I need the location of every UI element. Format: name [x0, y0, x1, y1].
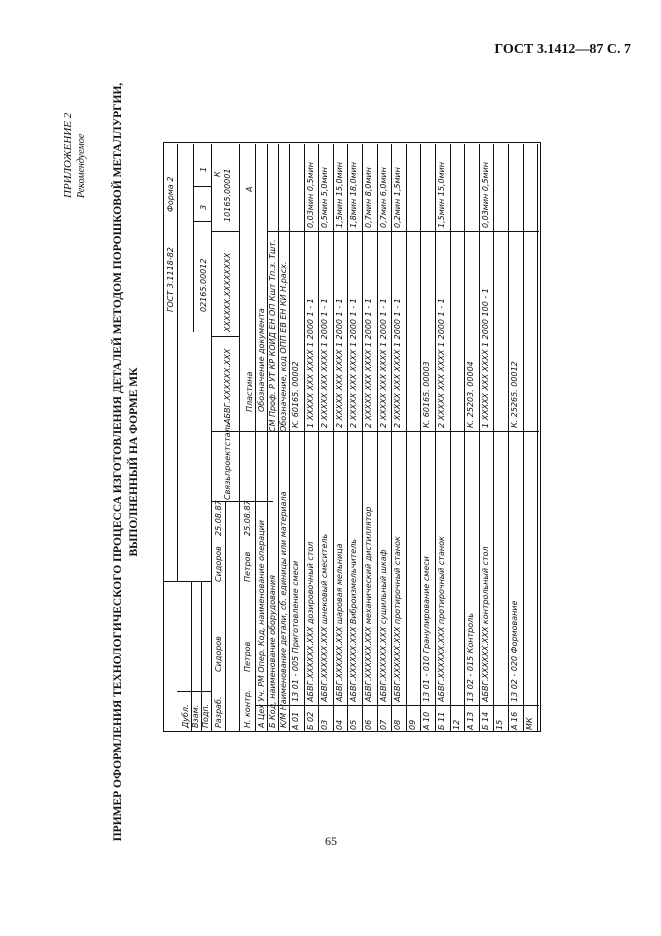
row-number: 15 [495, 719, 505, 730]
row-divider [450, 144, 451, 732]
row-document: К. 60165. 00003 [422, 361, 432, 428]
row-document: 2 XXXXX XXX XXXX 1 2000 1 - 1 [437, 298, 446, 428]
hdr-b: Б Код, наименование оборудования [268, 575, 277, 728]
row-divider [435, 144, 436, 732]
hdr-a: А Цех Уч. РМ Опер. Код, наименование операции [257, 520, 266, 728]
row-document: 2 XXXXX XXX XXXX 1 2000 1 - 1 [378, 298, 388, 428]
detail-name: Пластина [245, 371, 254, 412]
route-card-form [163, 142, 541, 732]
row-number: 05 [349, 719, 359, 730]
row-operation: АБВГ.XXXXXX.XXX контрольный стол [480, 546, 490, 702]
hdr-b-cols: СМ Проф. Р УТ КР КОИД ЕН ОП Кшт Тп.з. Тшт. [268, 239, 277, 432]
row-number: Б 11 [437, 711, 446, 730]
row-document: 2 XXXXX XXX XXXX 1 2000 1 - 1 [349, 298, 359, 428]
hdr-a-doc: Обозначение документа [257, 308, 266, 412]
nkontr-label: Н. контр. [243, 689, 252, 728]
row-document: К. 60165. 00002 [291, 361, 300, 428]
row-document: К. 25265. 00012 [510, 361, 519, 428]
row-number: 07 [378, 719, 388, 730]
row-number: 04 [334, 719, 344, 730]
row-divider [333, 144, 334, 732]
nkontr-name: Петров [243, 641, 252, 672]
row-divider [537, 144, 538, 732]
row-divider [479, 144, 480, 732]
row-number: 09 [407, 719, 417, 730]
row-times: 0,5мин 5,0мин [320, 167, 330, 228]
row-number: 06 [364, 719, 373, 730]
row-times: 0,7мин 6,0мин [378, 167, 388, 228]
title-line-2: ВЫПОЛНЕННЫЙ НА ФОРМЕ МК [128, 367, 140, 557]
row-operation: АБВГ.XXXXXX.XXX шаровая мельница [334, 543, 344, 702]
hdr-km: К/М Наименование детали, сб. единицы или материала [279, 491, 288, 728]
form-gost: ГОСТ 3.1118-82 [166, 247, 175, 312]
dev-label: Разраб. [214, 696, 223, 728]
row-document: 2 XXXXX XXX XXXX 1 2000 1 - 1 [393, 298, 403, 428]
form-number: Форма 2 [166, 176, 175, 212]
row-operation: АБВГ.XXXXXX.XXX протирочный станок [437, 536, 446, 702]
row-document: 1 XXXXX XXX XXXX 1 2000 100 - 1 [480, 288, 490, 428]
row-operation: 13 02 - 020 Формование [510, 600, 519, 702]
code-2: XXXXXX.XXXXXXXX [223, 252, 232, 332]
row-times: 1,8мин 18,0мин [349, 161, 359, 228]
row-number: А 13 [466, 711, 476, 730]
dev-name: Сидоров [214, 636, 223, 672]
appendix-label: ПРИЛОЖЕНИЕ 2 [62, 112, 74, 198]
k-label: К [213, 171, 222, 177]
appendix-status: Рекомендуемое [76, 133, 87, 198]
row-number: А 16 [510, 711, 519, 730]
gost-header: ГОСТ 3.1412—87 С. 7 [494, 42, 631, 57]
dev-sign: Сидоров [214, 546, 223, 582]
row-divider [406, 144, 407, 732]
row-operation: АБВГ.XXXXXX.XXX Виброизмельчитель [349, 538, 359, 702]
dev-date: 25.08.87 [214, 500, 223, 536]
row-operation: 13 01 - 005 Приготовление смеси [291, 560, 300, 702]
code-1: АБВГ.XXXXXX.XXX [223, 348, 232, 424]
row-operation: АБВГ.XXXXXX.XXX протирочный станок [393, 536, 403, 702]
row-times: 0,2мин 1,5мин [393, 167, 403, 228]
row-operation: АБВГ.XXXXXX.XXX шнековый смеситель [320, 533, 330, 702]
row-divider [377, 144, 378, 732]
row-divider [523, 144, 524, 732]
row-document: 2 XXXXX XXX XXXX 1 2000 1 - 1 [364, 298, 373, 428]
sheet-total: 3 [199, 204, 208, 210]
a-label: А [245, 186, 254, 192]
row-number: 03 [320, 719, 330, 730]
row-divider [464, 144, 465, 732]
row-number: Б 02 [305, 711, 315, 730]
stamp-dubl: Дубл. [181, 704, 190, 728]
row-times: 0,03мин 0,5мин [480, 161, 490, 228]
row-document: 1 XXXXX XXX XXXX 1 2000 1 - 1 [305, 298, 315, 428]
form-canvas [163, 142, 541, 732]
row-divider [347, 144, 348, 732]
page-number: 65 [325, 834, 337, 848]
row-divider [318, 144, 319, 732]
row-divider [420, 144, 421, 732]
nkontr-sign: Петров [243, 551, 252, 582]
hdr-km-cols: Обозначение, код ОПП ЕВ ЕН КИ Н.расх. [279, 261, 288, 432]
nkontr-date: 25.08.87 [243, 500, 252, 536]
sheet-no: 1 [199, 166, 208, 172]
stamp-vzam: Взам. [191, 704, 200, 728]
row-operation: АБВГ.XXXXXX.XXX сушильный шкаф [378, 549, 388, 702]
appendix-block [62, 78, 102, 198]
row-number: 08 [393, 719, 403, 730]
row-times: 1,5мин 15,0мин [437, 161, 446, 228]
row-divider [493, 144, 494, 732]
code-3: 10165.00001 [223, 168, 232, 222]
row-number: А 10 [422, 711, 432, 730]
row-operation: 13 02 - 015 Контроль [466, 613, 476, 702]
row-divider [508, 144, 509, 732]
row-operation: АБВГ.XXXXXX.XXX механический дистиллятор [364, 506, 373, 702]
row-number: Б 14 [480, 711, 490, 730]
row-times: 0,03мин 0,5мин [305, 161, 315, 228]
row-document: 2 XXXXX XXX XXXX 1 2000 1 - 1 [334, 298, 344, 428]
row-number: А 01 [291, 711, 300, 730]
stamp-podp: Подп. [201, 703, 210, 728]
row-divider [362, 144, 363, 732]
title-line-1: ПРИМЕР ОФОРМЛЕНИЯ ТЕХНОЛОГИЧЕСКОГО ПРОЦЕССА ИЗГОТОВЛЕНИЯ ДЕТАЛЕЙ МЕТОДОМ ПОРОШКОВОЙ МЕТАЛЛУРГИИ, [112, 82, 124, 842]
row-document: К. 25203. 00004 [466, 361, 476, 428]
row-number: МК [524, 717, 534, 730]
row-number: 12 [451, 719, 461, 730]
row-divider [391, 144, 392, 732]
row-times: 1,5мин 15,0мин [334, 161, 344, 228]
org-name: Связьпроектсталь [223, 422, 232, 500]
row-document: 2 XXXXX XXX XXXX 1 2000 1 - 1 [320, 298, 330, 428]
row-operation: 13 01 - 010 Гранулирование смеси [422, 556, 432, 702]
row-divider [304, 144, 305, 732]
row-times: 0,7мин 8,0мин [364, 167, 373, 228]
row-operation: АБВГ.XXXXXX.XXX дозировочный стол [305, 541, 315, 702]
doc-code: 02165.00012 [199, 258, 208, 312]
